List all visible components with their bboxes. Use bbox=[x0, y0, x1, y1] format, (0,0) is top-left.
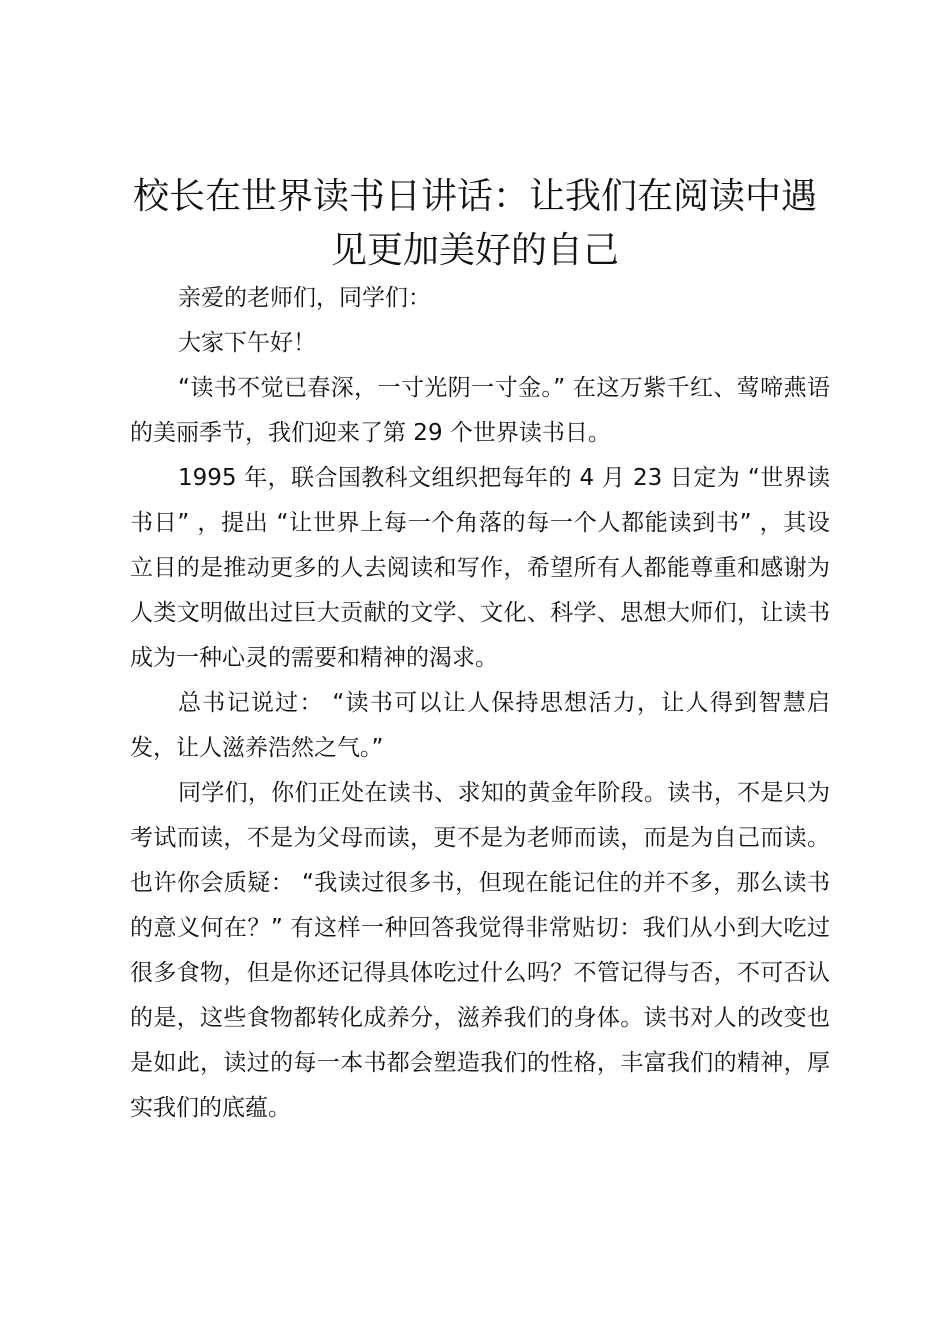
paragraph-world-book-day: 1995 年，联合国教科文组织把每年的 4 月 23 日定为 “世界读书日” ，提出 “让世界上每一个角落的每一个人都能读到书” ，其设立目的是推动更多的人去阅读和写作，希望所有人都能尊重和感谢为人类文明做出过巨大贡献的文学、文化、科学、思想大师们，让读书成为一种心灵的需要和精神的渴求。 bbox=[130, 465, 830, 671]
paragraph-students: 同学们，你们正处在读书、求知的黄金年阶段。读书，不是只为考试而读，不是为父母而读，更不是为老师而读，而是为自己而读。也许你会质疑： “我读过很多书，但现在能记住的并不多，那么读书的意义何在？” 有这样一种回答我觉得非常贴切：我们从小到大吃过很多食物，但是你还记得具体吃过什么吗？不管记得与否，不可否认的是，这些食物都转化成养分，滋养我们的身体。读书对人的改变也是如此，读过的每一本书都会塑造我们的性格，丰富我们的精神，厚实我们的底蕴。 bbox=[130, 780, 830, 1121]
paragraph-opening-quote: “读书不觉已春深，一寸光阴一寸金。” 在这万紫千红、莺啼燕语的美丽季节，我们迎来了第 29 个世界读书日。 bbox=[130, 375, 830, 446]
paragraph-quote: 总书记说过： “读书可以让人保持思想活力，让人得到智慧启发，让人滋养浩然之气。” bbox=[130, 690, 830, 761]
salutation: 亲爱的老师们，同学们： bbox=[178, 285, 431, 311]
document-title: 校长在世界读书日讲话：让我们在阅读中遇见更加美好的自己 bbox=[132, 176, 817, 271]
greeting: 大家下午好！ bbox=[178, 330, 316, 356]
document-body bbox=[130, 276, 830, 1131]
